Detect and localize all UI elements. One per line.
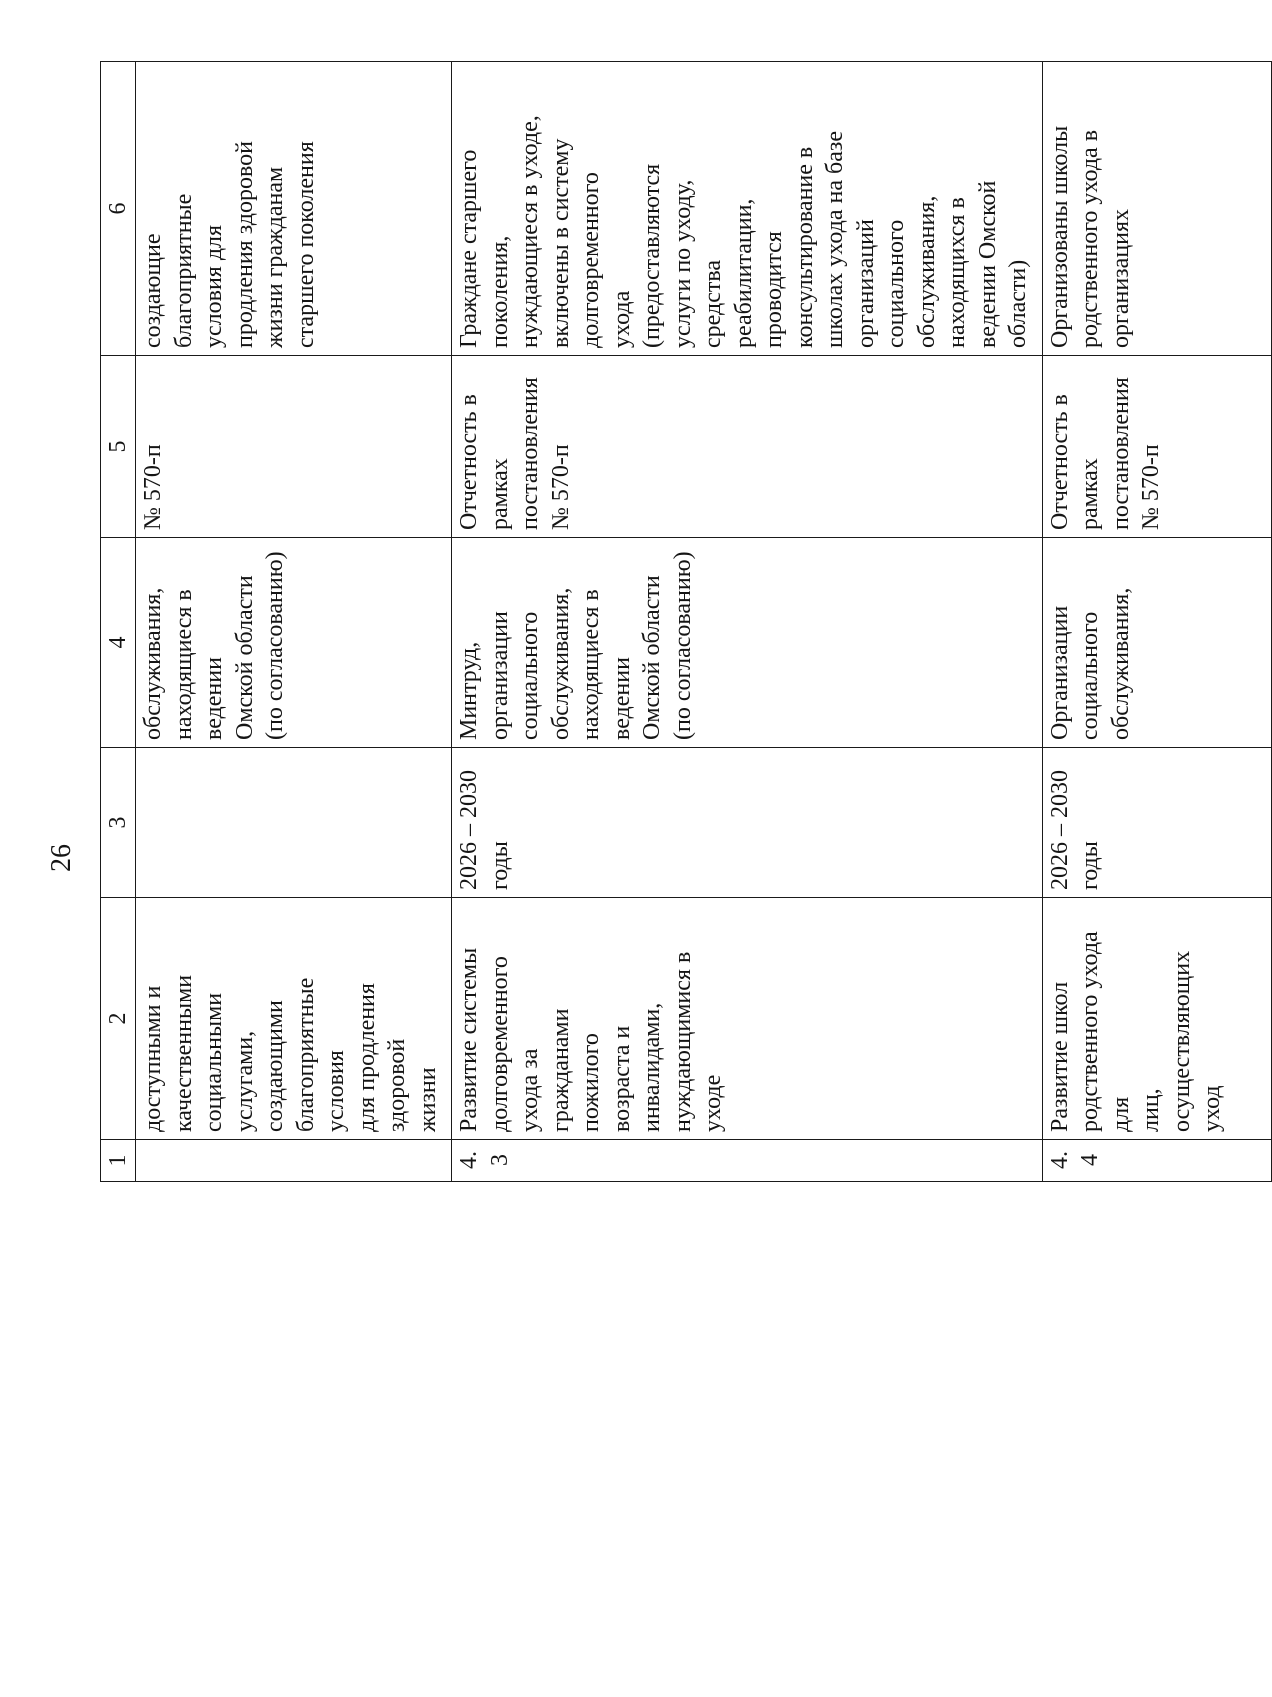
period-text: 2026 – 2030 годы (1046, 770, 1103, 890)
column-header: 2 (101, 898, 136, 1140)
plan-table (100, 61, 1272, 1182)
result-cell (452, 62, 1043, 356)
result-text: Организованы школы родственного ухода в организациях (1046, 125, 1134, 348)
reporting-text: № 570-п (140, 444, 166, 530)
reporting-text: Отчетность в рамках постановления № 570-п (1046, 377, 1164, 530)
column-header: 5 (101, 356, 136, 538)
row-number: 4.3 (456, 1151, 513, 1169)
page-number: 26 (46, 844, 77, 872)
executor-cell (136, 538, 452, 748)
result-text: Граждане старшего поколения, нуждающиеся в уходе, включены в систему долговременного ухода (предоставляются услуги по уходу, средства реабилитации, проводится консультирование в школах ухода на базе организаций социального обслуживания, находящихся в ведении Омской области) (456, 115, 1031, 348)
table-row (136, 62, 452, 1182)
executor-text: Минтруд, организации социального обслуживания, находящиеся в ведении Омской области (по согласованию) (456, 551, 696, 740)
executor-cell (452, 538, 1043, 748)
row-number-cell (136, 1140, 452, 1182)
table-row (1042, 62, 1271, 1182)
event-text: Развитие системы долговременного ухода за гражданами пожилого возраста и инвалидами, нуждающимися в уходе (456, 947, 726, 1132)
reporting-text: Отчетность в рамках постановления № 570-п (456, 377, 574, 530)
executor-text: Организации социального обслуживания, (1046, 587, 1134, 740)
row-number-cell (452, 1140, 1043, 1182)
event-text: Развитие школ родственного ухода для лиц, осуществляющих уход (1046, 931, 1225, 1132)
executor-cell (1042, 538, 1271, 748)
executor-text: обслуживания, находящиеся в ведении Омской области (по согласованию) (140, 551, 288, 740)
event-cell (1042, 898, 1271, 1140)
event-cell (136, 898, 452, 1140)
reporting-cell (136, 356, 452, 538)
table-row (452, 62, 1043, 1182)
reporting-cell (1042, 356, 1271, 538)
rotated-table-container (100, 62, 1225, 1182)
event-cell (452, 898, 1043, 1140)
row-number: 4.4 (1046, 1151, 1103, 1169)
result-cell (1042, 62, 1271, 356)
column-header: 4 (101, 538, 136, 748)
period-cell (452, 748, 1043, 898)
column-header: 3 (101, 748, 136, 898)
column-header: 1 (101, 1140, 136, 1182)
row-number-cell (1042, 1140, 1271, 1182)
reporting-cell (452, 356, 1043, 538)
column-header: 6 (101, 62, 136, 356)
period-text: 2026 – 2030 годы (456, 770, 513, 890)
period-cell (136, 748, 452, 898)
event-text: доступными и качественными социальными услугами, создающими благоприятные условия для продления здоровой жизни (140, 974, 441, 1132)
period-cell (1042, 748, 1271, 898)
result-text: создающие благоприятные условия для продления здоровой жизни гражданам старшего поколения (140, 141, 319, 348)
header-row (101, 62, 136, 1182)
result-cell (136, 62, 452, 356)
